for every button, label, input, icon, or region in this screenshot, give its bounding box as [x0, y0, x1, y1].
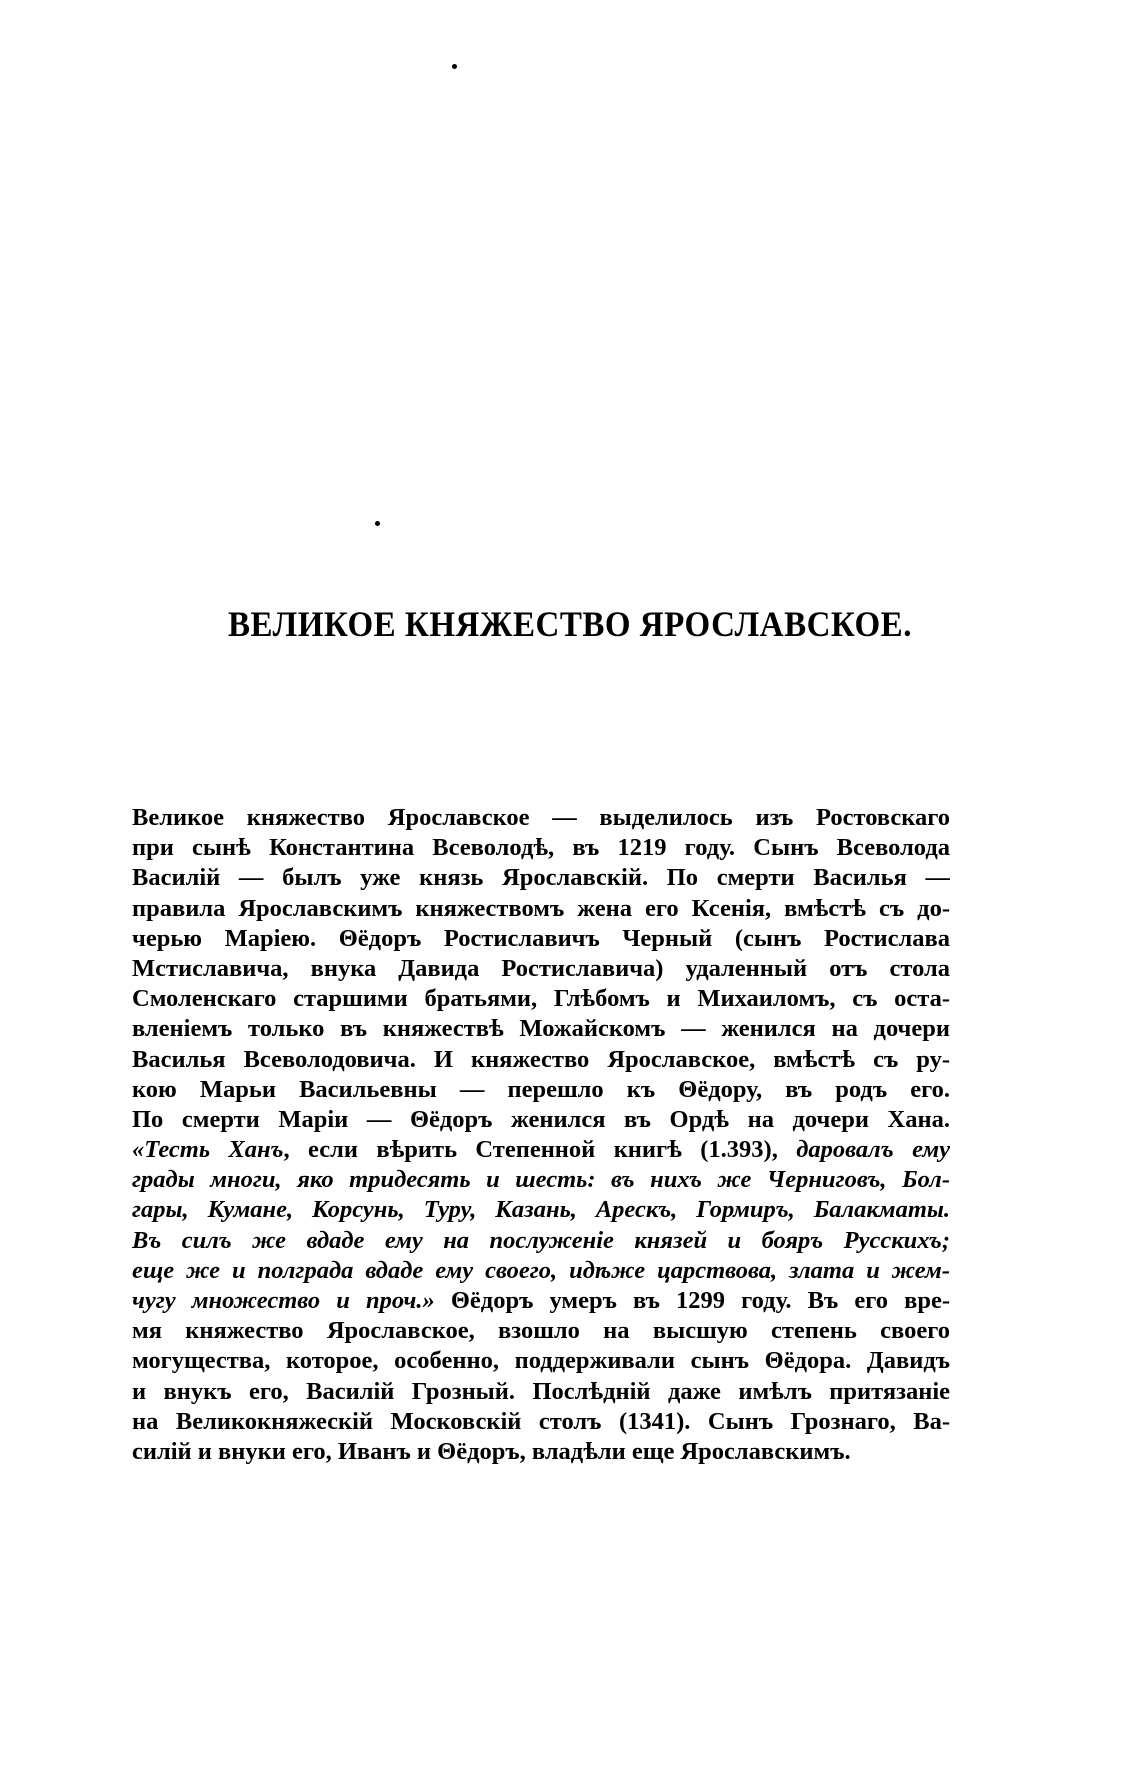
- italic-quote-segment: еще же и полграда вдаде ему своего, идѣже царствова, злата и жем-: [132, 1256, 950, 1284]
- text-segment: мя княжество Ярославское, взошло на высшую степень своего: [132, 1317, 950, 1345]
- italic-quote-segment: чугу множество и проч.»: [132, 1287, 435, 1314]
- italic-quote-segment: грады многи, яко тридесять и шесть: въ нихъ же Черниговъ, Бол-: [132, 1166, 950, 1194]
- text-line: [132, 894, 950, 924]
- text-line: [132, 1195, 950, 1225]
- text-line: [132, 1045, 950, 1075]
- text-line: [132, 833, 950, 863]
- text-line: [132, 1437, 950, 1467]
- text-line: [132, 1256, 950, 1286]
- text-segment: Смоленскаго старшими братьями, Глѣбомъ и Михаиломъ, съ оста-: [132, 985, 950, 1013]
- ink-speck: [375, 521, 380, 526]
- italic-quote-segment: даровалъ ему: [796, 1136, 950, 1164]
- text-segment: вленіемъ только въ княжествѣ Можайскомъ — женился на дочери: [132, 1015, 950, 1043]
- body-paragraph: [132, 803, 950, 1467]
- text-segment: при сынѣ Константина Всеволодѣ, въ 1219 году. Сынъ Всеволода: [132, 834, 950, 862]
- text-line: [132, 1407, 950, 1437]
- text-segment: По смерти Маріи — Θёдоръ женился въ Ордѣ на дочери Хана.: [132, 1105, 950, 1133]
- ink-speck: [452, 64, 457, 69]
- text-segment: Василья Всеволодовича. И княжество Ярославское, вмѣстѣ съ ру-: [132, 1045, 950, 1073]
- text-line: [132, 863, 950, 893]
- text-line: [132, 1075, 950, 1105]
- text-segment: на Великокняжескій Московскій столъ (1341). Сынъ Грознаго, Ва-: [132, 1407, 950, 1435]
- text-line: [132, 1377, 950, 1407]
- text-line: [132, 924, 950, 954]
- text-segment: и внукъ его, Василій Грозный. Послѣдній даже имѣлъ притязаніе: [132, 1377, 950, 1405]
- text-segment: правила Ярославскимъ княжествомъ жена его Ксенія, вмѣстѣ съ до-: [132, 894, 950, 922]
- text-segment: Василій — былъ уже князь Ярославскій. По смерти Василья —: [132, 864, 950, 892]
- text-segment: , если вѣрить Степенной книгѣ (1.393),: [283, 1136, 797, 1164]
- italic-quote-segment: гары, Кумане, Корсунь, Туру, Казань, Арескъ, Гормиръ, Балакматы.: [132, 1196, 950, 1224]
- italic-quote-segment: Въ силъ же вдаде ему на послуженіе князей и бояръ Русскихъ;: [132, 1226, 950, 1254]
- italic-quote-segment: «Тесть Ханъ: [132, 1136, 284, 1164]
- text-segment: могущества, которое, особенно, поддерживали сынъ Θёдора. Давидъ: [132, 1347, 950, 1375]
- text-line: [132, 1226, 950, 1256]
- chapter-heading: ВЕЛИКОЕ КНЯЖЕСТВО ЯРОСЛАВСКОЕ.: [228, 605, 912, 645]
- text-segment: Θёдоръ умеръ въ 1299 году. Въ его вре-: [434, 1287, 950, 1314]
- text-line: [132, 1014, 950, 1044]
- text-line: [132, 984, 950, 1014]
- text-segment: силій и внуки его, Иванъ и Θёдоръ, владѣли еще Ярославскимъ.: [132, 1437, 851, 1465]
- text-line: [132, 1346, 950, 1376]
- text-line: [132, 954, 950, 984]
- text-line: [132, 1316, 950, 1346]
- text-segment: Мстиславича, внука Давида Ростиславича) удаленный отъ стола: [132, 954, 950, 982]
- text-segment: Великое княжество Ярославское — выделилось изъ Ростовскаго: [132, 804, 950, 831]
- text-line: [132, 1165, 950, 1195]
- text-line: [132, 803, 950, 833]
- text-segment: черью Маріею. Θёдоръ Ростиславичъ Черный (сынъ Ростислава: [132, 924, 950, 952]
- text-line: [132, 1286, 950, 1316]
- text-line: [132, 1105, 950, 1135]
- text-segment: кою Марьи Васильевны — перешло къ Θёдору, въ родъ его.: [132, 1075, 950, 1103]
- text-line: [132, 1135, 950, 1165]
